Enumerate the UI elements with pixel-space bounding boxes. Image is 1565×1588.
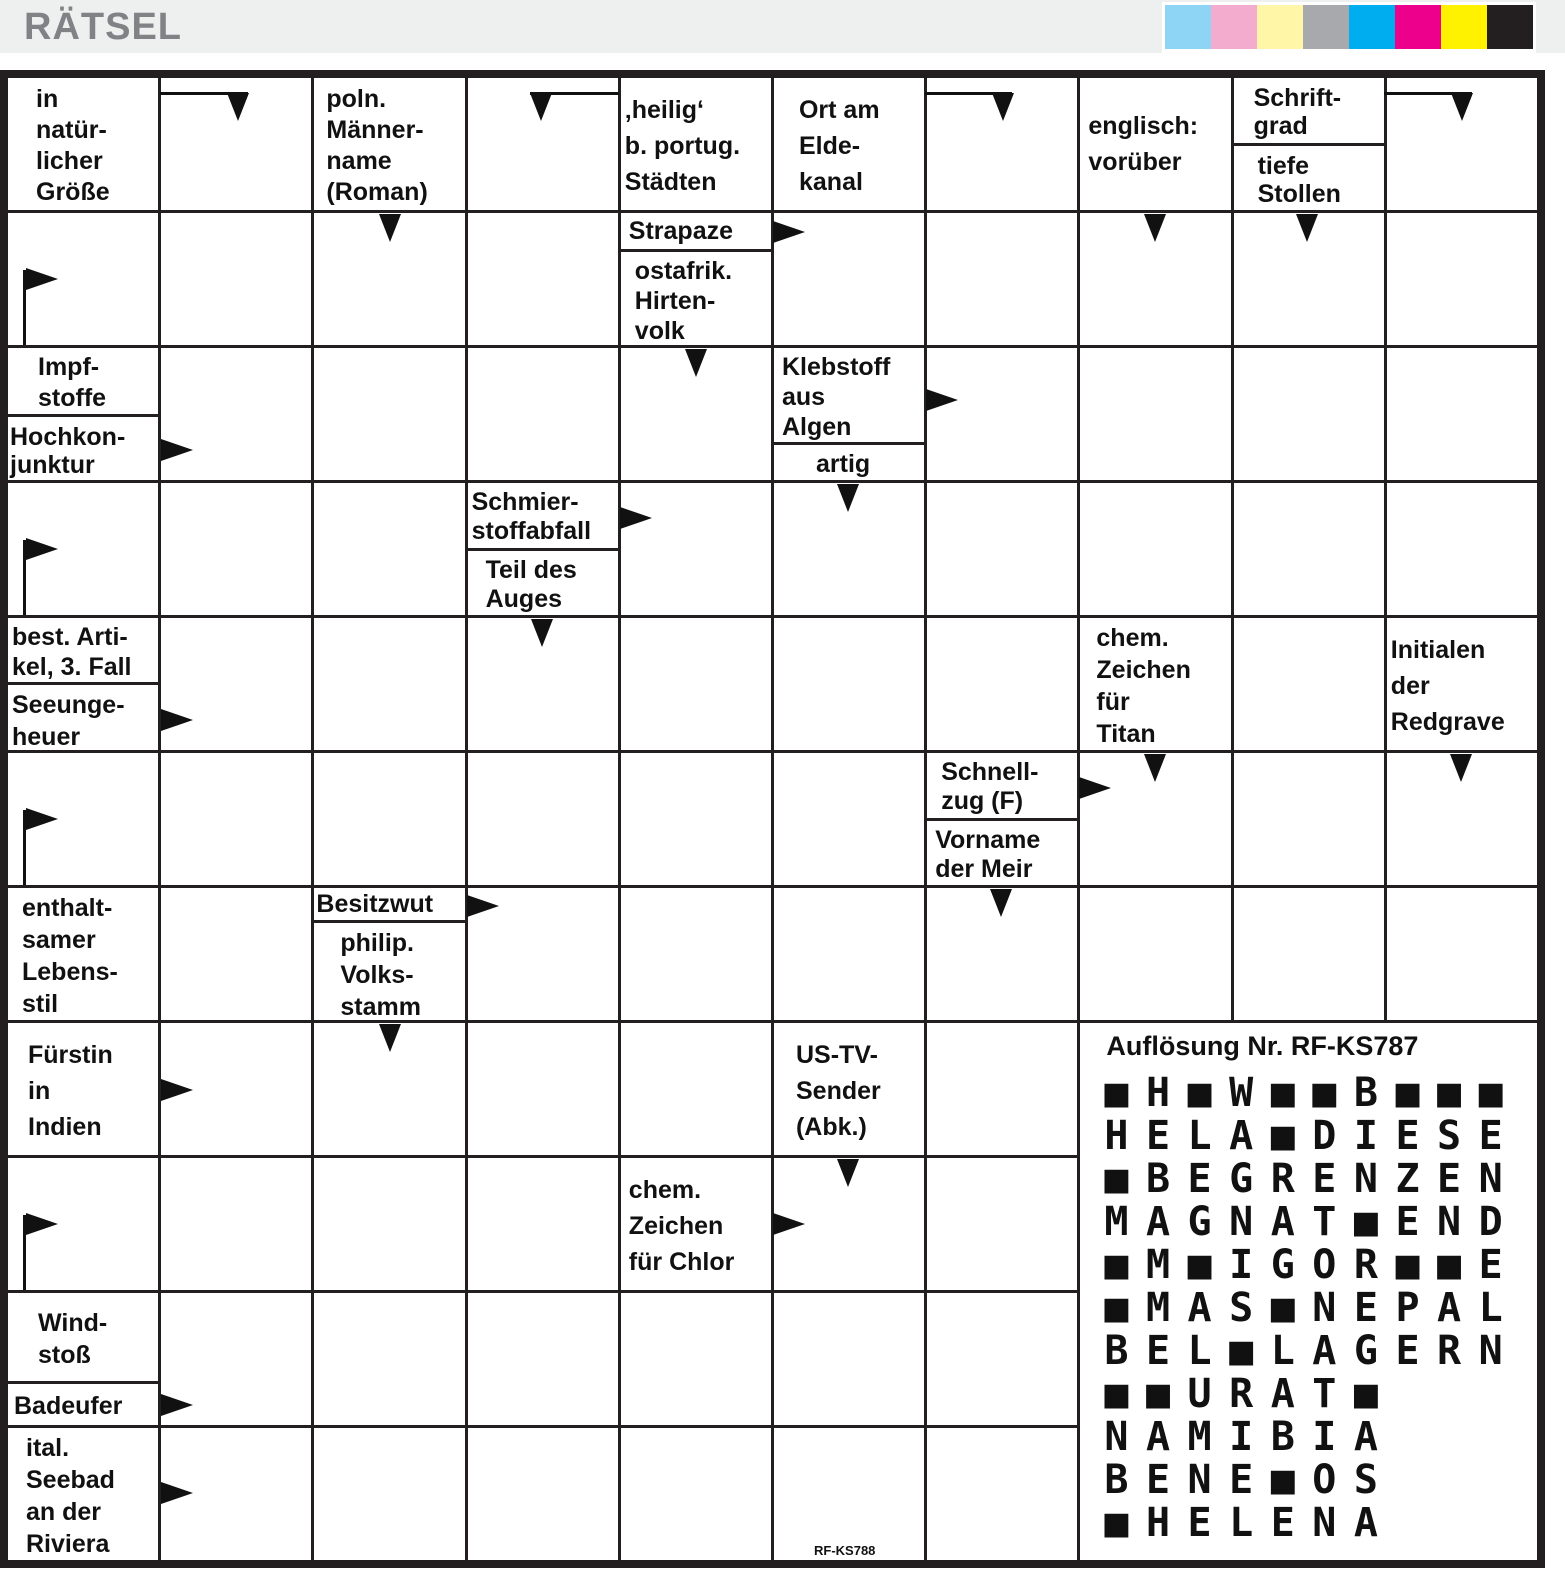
arrow-right-icon — [161, 1482, 193, 1504]
answer-cell[interactable] — [161, 483, 311, 615]
solution-title: Auflösung Nr. RF-KS787 — [1106, 1031, 1419, 1061]
clue-cell — [8, 1023, 158, 1155]
answer-cell[interactable] — [314, 618, 464, 750]
clue-text: Seeunge- heuer — [8, 682, 158, 750]
clue-text: chem. Zeichen für Titan — [1096, 624, 1191, 748]
arrow-right-icon — [161, 1079, 193, 1101]
answer-cell[interactable] — [621, 1023, 771, 1155]
clue-cell — [1234, 78, 1384, 210]
clue-cell — [8, 618, 158, 750]
clue-text: ‚heilig‘ b. portug. Städten — [624, 96, 741, 196]
clue-text: Hochkon- junktur — [8, 414, 158, 480]
answer-cell[interactable] — [621, 618, 771, 750]
clue-cell — [8, 1293, 158, 1425]
color-swatch — [1487, 5, 1533, 49]
clue-text: Impf- stoffe — [38, 353, 107, 412]
arrow-down-icon — [531, 619, 553, 647]
bent-arrow-down-icon — [530, 93, 552, 121]
clue-text: US-TV- Sender (Abk.) — [795, 1041, 881, 1141]
arrow-down-icon — [837, 1159, 859, 1187]
solution-row: ■■URAT■ — [1104, 1371, 1396, 1417]
clue-cell — [8, 1428, 158, 1560]
page-title: RÄTSEL — [24, 6, 182, 48]
color-swatch — [1257, 5, 1303, 49]
answer-cell[interactable] — [621, 1428, 771, 1560]
clue-cell — [8, 78, 158, 210]
clue-text: Teil des Auges — [468, 548, 618, 616]
clue-text: enthalt- samer Lebens- stil — [22, 894, 118, 1018]
arrow-right-icon — [620, 507, 652, 529]
clue-text: Initialen der Redgrave — [1390, 636, 1505, 736]
answer-cell[interactable] — [314, 1158, 464, 1290]
answer-cell[interactable] — [621, 753, 771, 885]
clue-cell — [621, 78, 771, 210]
answer-cell[interactable] — [314, 1293, 464, 1425]
clue-text: best. Arti- kel, 3. Fall — [12, 623, 132, 681]
arrow-down-icon — [990, 889, 1012, 917]
answer-cell[interactable] — [161, 753, 311, 885]
clue-cell — [1080, 618, 1230, 750]
solution-row: BENE■OS — [1104, 1457, 1396, 1503]
arrow-right-icon — [1079, 777, 1111, 799]
color-swatch — [1211, 5, 1257, 49]
solution-row: ■BEGRENZEN — [1104, 1156, 1521, 1202]
answer-cell[interactable] — [468, 1023, 618, 1155]
arrow-right-icon — [161, 439, 193, 461]
clue-cell — [8, 348, 158, 480]
answer-cell[interactable] — [621, 483, 771, 615]
answer-cell[interactable] — [1234, 888, 1384, 1020]
answer-cell[interactable] — [774, 1293, 924, 1425]
solution-row: HELA■DIESE — [1104, 1113, 1521, 1159]
answer-cell[interactable] — [927, 1023, 1077, 1155]
clue-text: in natür- licher Größe — [36, 85, 110, 206]
solution-grid — [1104, 1072, 1537, 1545]
clue-cell — [1387, 618, 1537, 750]
answer-cell[interactable] — [314, 1428, 464, 1560]
answer-cell[interactable] — [927, 618, 1077, 750]
clue-cell — [621, 1158, 771, 1290]
flag-arrow-right-icon — [26, 1213, 58, 1235]
color-swatch — [1349, 5, 1395, 49]
answer-cell[interactable] — [468, 213, 618, 345]
answer-cell[interactable] — [161, 1158, 311, 1290]
clue-cell — [774, 348, 924, 480]
solution-row: ■MAS■NEPAL — [1104, 1285, 1521, 1331]
clue-text: poln. Männer- name (Roman) — [326, 85, 428, 206]
clue-text: Schnell- zug (F) — [941, 758, 1039, 816]
answer-cell[interactable] — [468, 1158, 618, 1290]
answer-cell[interactable] — [1234, 753, 1384, 885]
clue-text: Fürstin in Indien — [28, 1041, 113, 1141]
flag-arrow-right-icon — [26, 808, 58, 830]
arrow-down-icon — [685, 349, 707, 377]
clue-text: tiefe Stollen — [1234, 143, 1384, 211]
clue-text: Wind- stoß — [38, 1309, 108, 1369]
color-swatch — [1441, 5, 1487, 49]
clue-cell — [314, 78, 464, 210]
arrow-down-icon — [837, 484, 859, 512]
answer-cell[interactable] — [621, 888, 771, 1020]
solution-row: BEL■LAGERN — [1104, 1328, 1521, 1374]
clue-text: Badeufer — [8, 1381, 158, 1425]
crossword-grid — [8, 78, 1537, 1560]
answer-cell[interactable] — [621, 1293, 771, 1425]
answer-cell[interactable] — [468, 1293, 618, 1425]
bent-arrow-down-icon — [992, 93, 1014, 121]
clue-text: Ort am Elde- kanal — [798, 96, 880, 196]
answer-cell[interactable] — [927, 1158, 1077, 1290]
flag-arrow-right-icon — [26, 538, 58, 560]
clue-text: ital. Seebad an der Riviera — [26, 1434, 115, 1558]
clue-cell — [774, 1023, 924, 1155]
answer-cell[interactable] — [927, 213, 1077, 345]
flag-arrow-right-icon — [26, 268, 58, 290]
answer-cell[interactable] — [1387, 483, 1537, 615]
clue-text: chem. Zeichen für Chlor — [628, 1176, 735, 1276]
arrow-right-icon — [161, 709, 193, 731]
answer-cell[interactable] — [468, 1428, 618, 1560]
answer-cell[interactable] — [1387, 888, 1537, 1020]
arrow-right-icon — [926, 389, 958, 411]
arrow-down-icon — [379, 214, 401, 242]
arrow-down-icon — [379, 1024, 401, 1052]
clue-text: Klebstoff aus Algen — [781, 353, 891, 441]
arrow-down-icon — [1450, 754, 1472, 782]
bent-arrow-down-icon — [227, 93, 249, 121]
clue-cell — [774, 78, 924, 210]
arrow-right-icon — [773, 221, 805, 243]
answer-cell[interactable] — [1234, 618, 1384, 750]
arrow-down-icon — [1296, 214, 1318, 242]
answer-cell[interactable] — [468, 753, 618, 885]
answer-cell[interactable] — [1387, 348, 1537, 480]
answer-cell[interactable] — [1080, 348, 1230, 480]
answer-cell[interactable] — [1387, 213, 1537, 345]
solution-panel — [1080, 1023, 1537, 1560]
answer-cell[interactable] — [774, 1428, 924, 1560]
answer-cell[interactable] — [774, 618, 924, 750]
answer-cell[interactable] — [1234, 348, 1384, 480]
answer-cell[interactable] — [927, 1293, 1077, 1425]
clue-text: artig — [774, 442, 924, 480]
answer-cell[interactable] — [314, 753, 464, 885]
answer-cell[interactable] — [314, 483, 464, 615]
arrow-right-icon — [773, 1213, 805, 1235]
answer-cell[interactable] — [774, 888, 924, 1020]
solution-row: NAMIBIA — [1104, 1414, 1396, 1460]
puzzle-code: RF-KS788 — [814, 1543, 876, 1558]
clue-text: Vorname der Meir — [927, 818, 1077, 886]
color-swatch — [1395, 5, 1441, 49]
arrow-down-icon — [1144, 754, 1166, 782]
arrow-right-icon — [161, 1394, 193, 1416]
clue-text: Besitzwut — [316, 889, 434, 918]
clue-cell — [8, 888, 158, 1020]
clue-cell — [468, 483, 618, 615]
clue-text: Strapaze — [628, 216, 734, 245]
clue-text: englisch: vorüber — [1088, 112, 1199, 176]
answer-cell[interactable] — [314, 348, 464, 480]
arrow-right-icon — [467, 895, 499, 917]
solution-row: MAGNAT■END — [1104, 1199, 1521, 1245]
clue-text: ostafrik. Hirten- volk — [621, 249, 771, 345]
answer-cell[interactable] — [927, 348, 1077, 480]
clue-cell — [621, 213, 771, 345]
answer-cell[interactable] — [468, 348, 618, 480]
answer-cell[interactable] — [161, 888, 311, 1020]
answer-cell[interactable] — [1080, 483, 1230, 615]
solution-row: ■M■IGOR■■E — [1104, 1242, 1521, 1288]
clue-text: Schrift- grad — [1253, 84, 1342, 141]
clue-cell — [1080, 78, 1230, 210]
solution-row: ■HELENA — [1104, 1500, 1396, 1546]
clue-text: philip. Volks- stamm — [314, 920, 464, 1020]
answer-cell[interactable] — [927, 1428, 1077, 1560]
solution-row: ■H■W■■B■■■ — [1104, 1070, 1521, 1116]
answer-cell[interactable] — [161, 213, 311, 345]
clue-text: Schmier- stoffabfall — [471, 488, 592, 546]
clue-cell — [314, 888, 464, 1020]
answer-cell[interactable] — [927, 483, 1077, 615]
answer-cell[interactable] — [1234, 483, 1384, 615]
bent-arrow-down-icon — [1451, 93, 1473, 121]
color-swatch — [1165, 5, 1211, 49]
arrow-down-icon — [1144, 214, 1166, 242]
header-bar — [0, 0, 1565, 53]
answer-cell[interactable] — [774, 753, 924, 885]
answer-cell[interactable] — [1080, 888, 1230, 1020]
color-swatch — [1303, 5, 1349, 49]
clue-cell — [927, 753, 1077, 885]
color-calibration-strip — [1162, 2, 1536, 58]
